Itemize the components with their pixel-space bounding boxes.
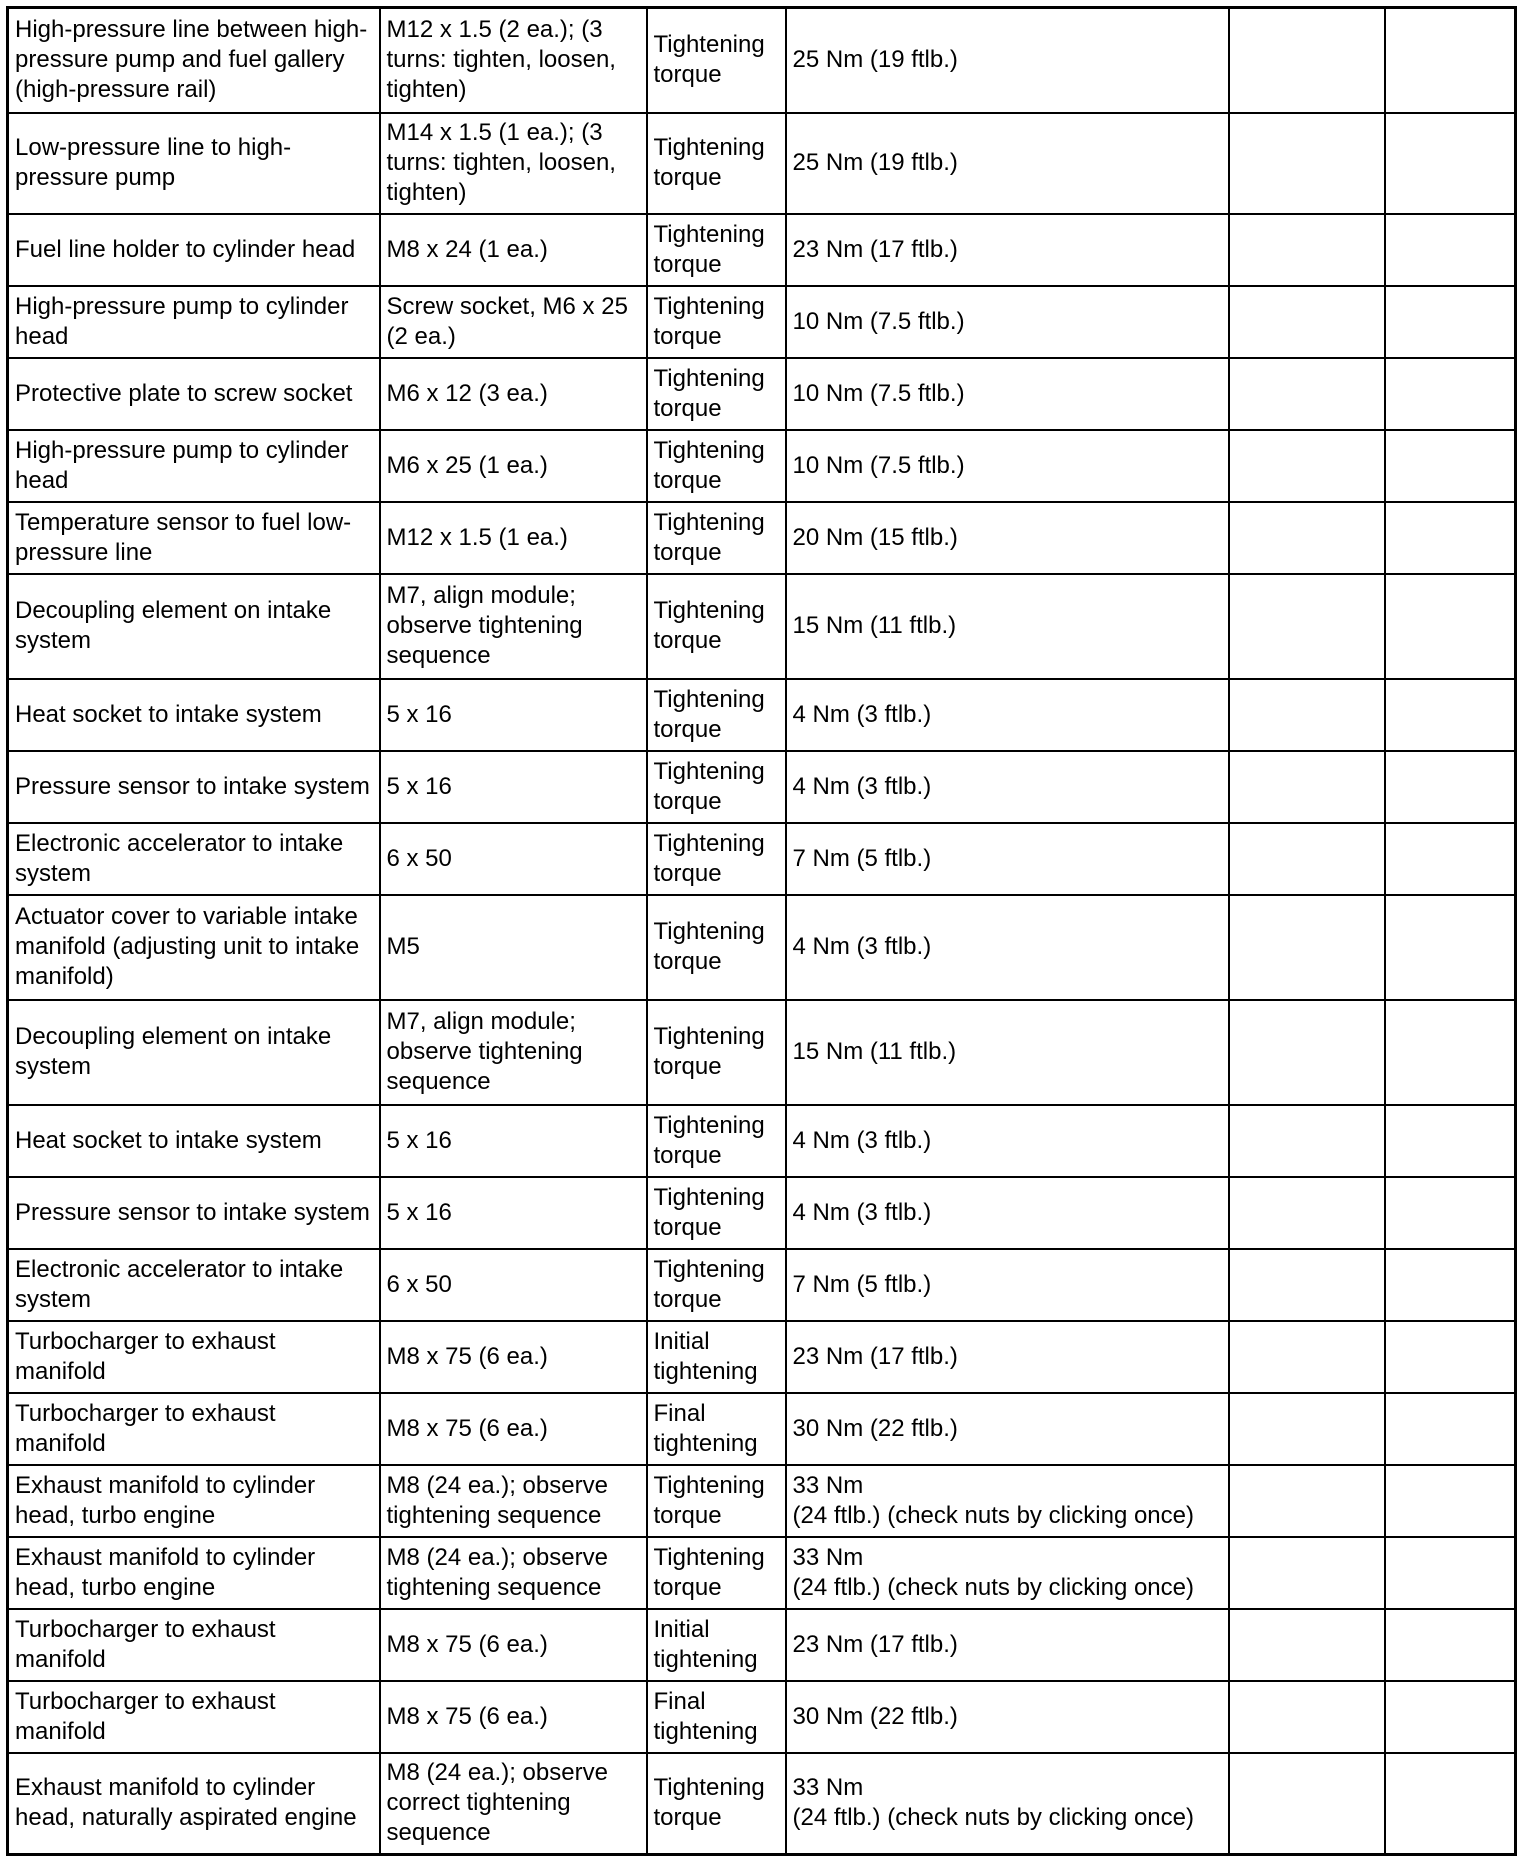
fastener-cell: M7, align module; observe tightening sequence — [380, 574, 647, 679]
component-cell: Turbocharger to exhaust manifold — [8, 1609, 380, 1681]
torque-value-cell: 30 Nm (22 ftlb.) — [786, 1681, 1229, 1753]
table-row — [8, 1105, 1516, 1177]
fastener-cell: M12 x 1.5 (1 ea.) — [380, 502, 647, 574]
tightening-step-cell: Initial tightening — [647, 1609, 786, 1681]
component-cell: Decoupling element on intake system — [8, 574, 380, 679]
component-cell: Exhaust manifold to cylinder head, turbo engine — [8, 1537, 380, 1609]
torque-value-cell: 15 Nm (11 ftlb.) — [786, 1000, 1229, 1105]
torque-value-cell: 4 Nm (3 ftlb.) — [786, 679, 1229, 751]
blank-cell — [1385, 895, 1516, 1000]
tightening-step-cell: Initial tightening — [647, 1321, 786, 1393]
table-row — [8, 574, 1516, 679]
torque-value-cell: 23 Nm (17 ftlb.) — [786, 1321, 1229, 1393]
torque-value-cell: 10 Nm (7.5 ftlb.) — [786, 430, 1229, 502]
component-cell: Low-pressure line to high-pressure pump — [8, 113, 380, 214]
blank-cell — [1385, 1609, 1516, 1681]
table-row — [8, 895, 1516, 1000]
component-cell: Heat socket to intake system — [8, 1105, 380, 1177]
tightening-step-cell: Tightening torque — [647, 113, 786, 214]
blank-cell — [1385, 1249, 1516, 1321]
table-row — [8, 8, 1516, 113]
fastener-cell: M8 (24 ea.); observe tightening sequence — [380, 1465, 647, 1537]
blank-cell — [1229, 895, 1385, 1000]
table-row — [8, 751, 1516, 823]
component-cell: Decoupling element on intake system — [8, 1000, 380, 1105]
blank-cell — [1385, 1537, 1516, 1609]
tightening-step-cell: Tightening torque — [647, 1177, 786, 1249]
component-cell: Temperature sensor to fuel low-pressure line — [8, 502, 380, 574]
component-cell: High-pressure line between high-pressure pump and fuel gallery (high-pressure rail) — [8, 8, 380, 113]
blank-cell — [1229, 823, 1385, 895]
table-row — [8, 430, 1516, 502]
table-row — [8, 1000, 1516, 1105]
blank-cell — [1229, 574, 1385, 679]
torque-value-cell: 4 Nm (3 ftlb.) — [786, 751, 1229, 823]
tightening-step-cell: Tightening torque — [647, 1105, 786, 1177]
torque-value-cell: 4 Nm (3 ftlb.) — [786, 1177, 1229, 1249]
blank-cell — [1229, 113, 1385, 214]
fastener-cell: M8 x 75 (6 ea.) — [380, 1609, 647, 1681]
tightening-step-cell: Tightening torque — [647, 895, 786, 1000]
blank-cell — [1229, 1393, 1385, 1465]
torque-value-cell: 33 Nm (24 ftlb.) (check nuts by clicking once) — [786, 1537, 1229, 1609]
table-body — [8, 8, 1516, 1855]
blank-cell — [1229, 1177, 1385, 1249]
component-cell: High-pressure pump to cylinder head — [8, 430, 380, 502]
blank-cell — [1229, 1105, 1385, 1177]
table-row — [8, 1393, 1516, 1465]
blank-cell — [1385, 113, 1516, 214]
fastener-cell: 5 x 16 — [380, 1177, 647, 1249]
torque-value-cell: 4 Nm (3 ftlb.) — [786, 1105, 1229, 1177]
tightening-step-cell: Tightening torque — [647, 1465, 786, 1537]
blank-cell — [1385, 679, 1516, 751]
table-row — [8, 1609, 1516, 1681]
tightening-step-cell: Tightening torque — [647, 214, 786, 286]
fastener-cell: M8 (24 ea.); observe correct tightening sequence — [380, 1753, 647, 1855]
blank-cell — [1229, 679, 1385, 751]
blank-cell — [1385, 1753, 1516, 1855]
blank-cell — [1229, 214, 1385, 286]
blank-cell — [1385, 8, 1516, 113]
component-cell: Actuator cover to variable intake manifold (adjusting unit to intake manifold) — [8, 895, 380, 1000]
torque-value-cell: 15 Nm (11 ftlb.) — [786, 574, 1229, 679]
component-cell: Fuel line holder to cylinder head — [8, 214, 380, 286]
tightening-step-cell: Tightening torque — [647, 1249, 786, 1321]
blank-cell — [1229, 8, 1385, 113]
component-cell: Electronic accelerator to intake system — [8, 823, 380, 895]
tightening-step-cell: Tightening torque — [647, 574, 786, 679]
tightening-step-cell: Tightening torque — [647, 8, 786, 113]
component-cell: Turbocharger to exhaust manifold — [8, 1393, 380, 1465]
component-cell: Protective plate to screw socket — [8, 358, 380, 430]
fastener-cell: Screw socket, M6 x 25 (2 ea.) — [380, 286, 647, 358]
blank-cell — [1229, 286, 1385, 358]
blank-cell — [1385, 1465, 1516, 1537]
tightening-step-cell: Tightening torque — [647, 358, 786, 430]
torque-value-cell: 4 Nm (3 ftlb.) — [786, 895, 1229, 1000]
torque-value-cell: 30 Nm (22 ftlb.) — [786, 1393, 1229, 1465]
blank-cell — [1229, 1249, 1385, 1321]
table-row — [8, 113, 1516, 214]
fastener-cell: 5 x 16 — [380, 679, 647, 751]
blank-cell — [1229, 358, 1385, 430]
table-row — [8, 502, 1516, 574]
blank-cell — [1385, 1000, 1516, 1105]
component-cell: Exhaust manifold to cylinder head, turbo engine — [8, 1465, 380, 1537]
table-row — [8, 1321, 1516, 1393]
fastener-cell: M6 x 12 (3 ea.) — [380, 358, 647, 430]
blank-cell — [1229, 502, 1385, 574]
fastener-cell: M6 x 25 (1 ea.) — [380, 430, 647, 502]
fastener-cell: 5 x 16 — [380, 1105, 647, 1177]
table-row — [8, 823, 1516, 895]
tightening-step-cell: Tightening torque — [647, 1537, 786, 1609]
blank-cell — [1229, 1537, 1385, 1609]
torque-value-cell: 10 Nm (7.5 ftlb.) — [786, 358, 1229, 430]
tightening-step-cell: Tightening torque — [647, 286, 786, 358]
blank-cell — [1385, 751, 1516, 823]
fastener-cell: M8 x 75 (6 ea.) — [380, 1321, 647, 1393]
torque-spec-table — [6, 6, 1517, 1856]
tightening-step-cell: Tightening torque — [647, 823, 786, 895]
blank-cell — [1385, 358, 1516, 430]
tightening-step-cell: Tightening torque — [647, 430, 786, 502]
blank-cell — [1385, 214, 1516, 286]
tightening-step-cell: Tightening torque — [647, 502, 786, 574]
table-row — [8, 358, 1516, 430]
fastener-cell: M8 x 24 (1 ea.) — [380, 214, 647, 286]
blank-cell — [1229, 1000, 1385, 1105]
component-cell: High-pressure pump to cylinder head — [8, 286, 380, 358]
torque-value-cell: 10 Nm (7.5 ftlb.) — [786, 286, 1229, 358]
fastener-cell: M14 x 1.5 (1 ea.); (3 turns: tighten, loosen, tighten) — [380, 113, 647, 214]
blank-cell — [1385, 502, 1516, 574]
fastener-cell: M8 (24 ea.); observe tightening sequence — [380, 1537, 647, 1609]
blank-cell — [1229, 1753, 1385, 1855]
tightening-step-cell: Final tightening — [647, 1681, 786, 1753]
blank-cell — [1229, 430, 1385, 502]
blank-cell — [1385, 1105, 1516, 1177]
table-row — [8, 1465, 1516, 1537]
table-row — [8, 286, 1516, 358]
component-cell: Pressure sensor to intake system — [8, 751, 380, 823]
fastener-cell: M12 x 1.5 (2 ea.); (3 turns: tighten, loosen, tighten) — [380, 8, 647, 113]
component-cell: Turbocharger to exhaust manifold — [8, 1681, 380, 1753]
blank-cell — [1385, 1177, 1516, 1249]
torque-value-cell: 23 Nm (17 ftlb.) — [786, 1609, 1229, 1681]
blank-cell — [1229, 1465, 1385, 1537]
blank-cell — [1385, 823, 1516, 895]
fastener-cell: M8 x 75 (6 ea.) — [380, 1681, 647, 1753]
table-row — [8, 214, 1516, 286]
tightening-step-cell: Tightening torque — [647, 751, 786, 823]
fastener-cell: 6 x 50 — [380, 1249, 647, 1321]
fastener-cell: M5 — [380, 895, 647, 1000]
torque-value-cell: 33 Nm (24 ftlb.) (check nuts by clicking once) — [786, 1465, 1229, 1537]
component-cell: Pressure sensor to intake system — [8, 1177, 380, 1249]
tightening-step-cell: Tightening torque — [647, 1000, 786, 1105]
fastener-cell: M7, align module; observe tightening sequence — [380, 1000, 647, 1105]
blank-cell — [1385, 574, 1516, 679]
component-cell: Turbocharger to exhaust manifold — [8, 1321, 380, 1393]
torque-value-cell: 20 Nm (15 ftlb.) — [786, 502, 1229, 574]
component-cell: Exhaust manifold to cylinder head, naturally aspirated engine — [8, 1753, 380, 1855]
table-row — [8, 1249, 1516, 1321]
table-row — [8, 1753, 1516, 1855]
blank-cell — [1385, 286, 1516, 358]
blank-cell — [1229, 751, 1385, 823]
fastener-cell: 5 x 16 — [380, 751, 647, 823]
blank-cell — [1385, 1321, 1516, 1393]
blank-cell — [1385, 1681, 1516, 1753]
blank-cell — [1229, 1681, 1385, 1753]
blank-cell — [1385, 430, 1516, 502]
tightening-step-cell: Tightening torque — [647, 1753, 786, 1855]
torque-value-cell: 25 Nm (19 ftlb.) — [786, 113, 1229, 214]
torque-value-cell: 33 Nm (24 ftlb.) (check nuts by clicking once) — [786, 1753, 1229, 1855]
torque-value-cell: 7 Nm (5 ftlb.) — [786, 823, 1229, 895]
component-cell: Heat socket to intake system — [8, 679, 380, 751]
blank-cell — [1229, 1609, 1385, 1681]
table-row — [8, 1537, 1516, 1609]
fastener-cell: 6 x 50 — [380, 823, 647, 895]
tightening-step-cell: Tightening torque — [647, 679, 786, 751]
torque-value-cell: 7 Nm (5 ftlb.) — [786, 1249, 1229, 1321]
blank-cell — [1229, 1321, 1385, 1393]
table-row — [8, 679, 1516, 751]
fastener-cell: M8 x 75 (6 ea.) — [380, 1393, 647, 1465]
component-cell: Electronic accelerator to intake system — [8, 1249, 380, 1321]
torque-value-cell: 23 Nm (17 ftlb.) — [786, 214, 1229, 286]
blank-cell — [1385, 1393, 1516, 1465]
tightening-step-cell: Final tightening — [647, 1393, 786, 1465]
torque-value-cell: 25 Nm (19 ftlb.) — [786, 8, 1229, 113]
table-row — [8, 1681, 1516, 1753]
table-row — [8, 1177, 1516, 1249]
